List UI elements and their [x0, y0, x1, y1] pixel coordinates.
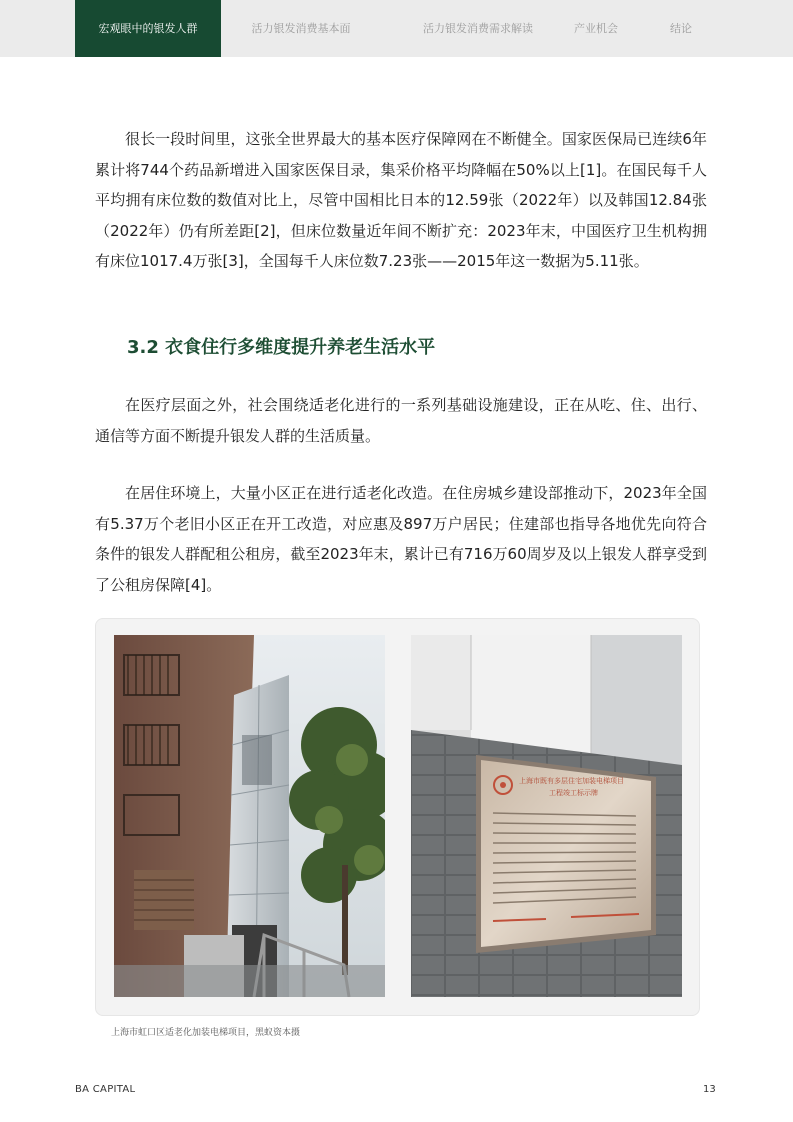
page-number: 13 [703, 1084, 716, 1095]
body-paragraph-infrastructure: 在医疗层面之外，社会围绕适老化进行的一系列基础设施建设，正在从吃、住、出行、通信等方面不断提升银发人群的生活质量。 [95, 396, 707, 445]
section-heading: 3.2 衣食住行多维度提升养老生活水平 [127, 337, 436, 358]
photo-caption: 上海市虹口区适老化加装电梯项目，黑蚁资本摄 [111, 1028, 301, 1038]
tab-macro-silver-population[interactable]: 宏观眼中的银发人群 [75, 0, 221, 57]
tab-conclusion[interactable]: 结论 [670, 22, 692, 35]
tab-industry-opportunities[interactable]: 产业机会 [574, 22, 618, 35]
completion-plaque-photo [411, 635, 682, 997]
section-nav-bar [0, 0, 793, 57]
tab-silver-consumption-basics[interactable]: 活力银发消费基本面 [251, 22, 351, 35]
body-paragraph-housing: 在居住环境上，大量小区正在进行适老化改造。在住房城乡建设部推动下，2023年全国有5.37万个老旧小区正在开工改造，对应惠及897万户居民；住建部也指导各地优先向符合条件的银发人群配租公租房，截至2023年末，累计已有716万60周岁及以上银发人群享受到了公租房保障[4]。 [95, 484, 707, 594]
plaque-title: 上海市既有多层住宅加装电梯项目 [519, 777, 624, 785]
tab-silver-consumption-needs[interactable]: 活力银发消费需求解读 [423, 22, 533, 35]
body-paragraph-medical-insurance: 很长一段时间里，这张全世界最大的基本医疗保障网在不断健全。国家医保局已连续6年累计将744个药品新增进入国家医保目录，集采价格平均降幅在50%以上[1]。在国民每千人平均拥有床位数的数值对比上，尽管中国相比日本的12.59张（2022年）以及韩国12.84张（2022年）仍有所差距[2]，但床位数量近年间不断扩充：2023年末，中国医疗卫生机构拥有床位1017.4万张[3]，全国每千人床位数7.23张——2015年这一数据为5.11张。 [95, 130, 707, 270]
footer-brand: BA CAPITAL [75, 1084, 136, 1095]
elevator-building-photo [114, 635, 385, 997]
plaque-subtitle: 工程竣工标示牌 [549, 789, 598, 797]
